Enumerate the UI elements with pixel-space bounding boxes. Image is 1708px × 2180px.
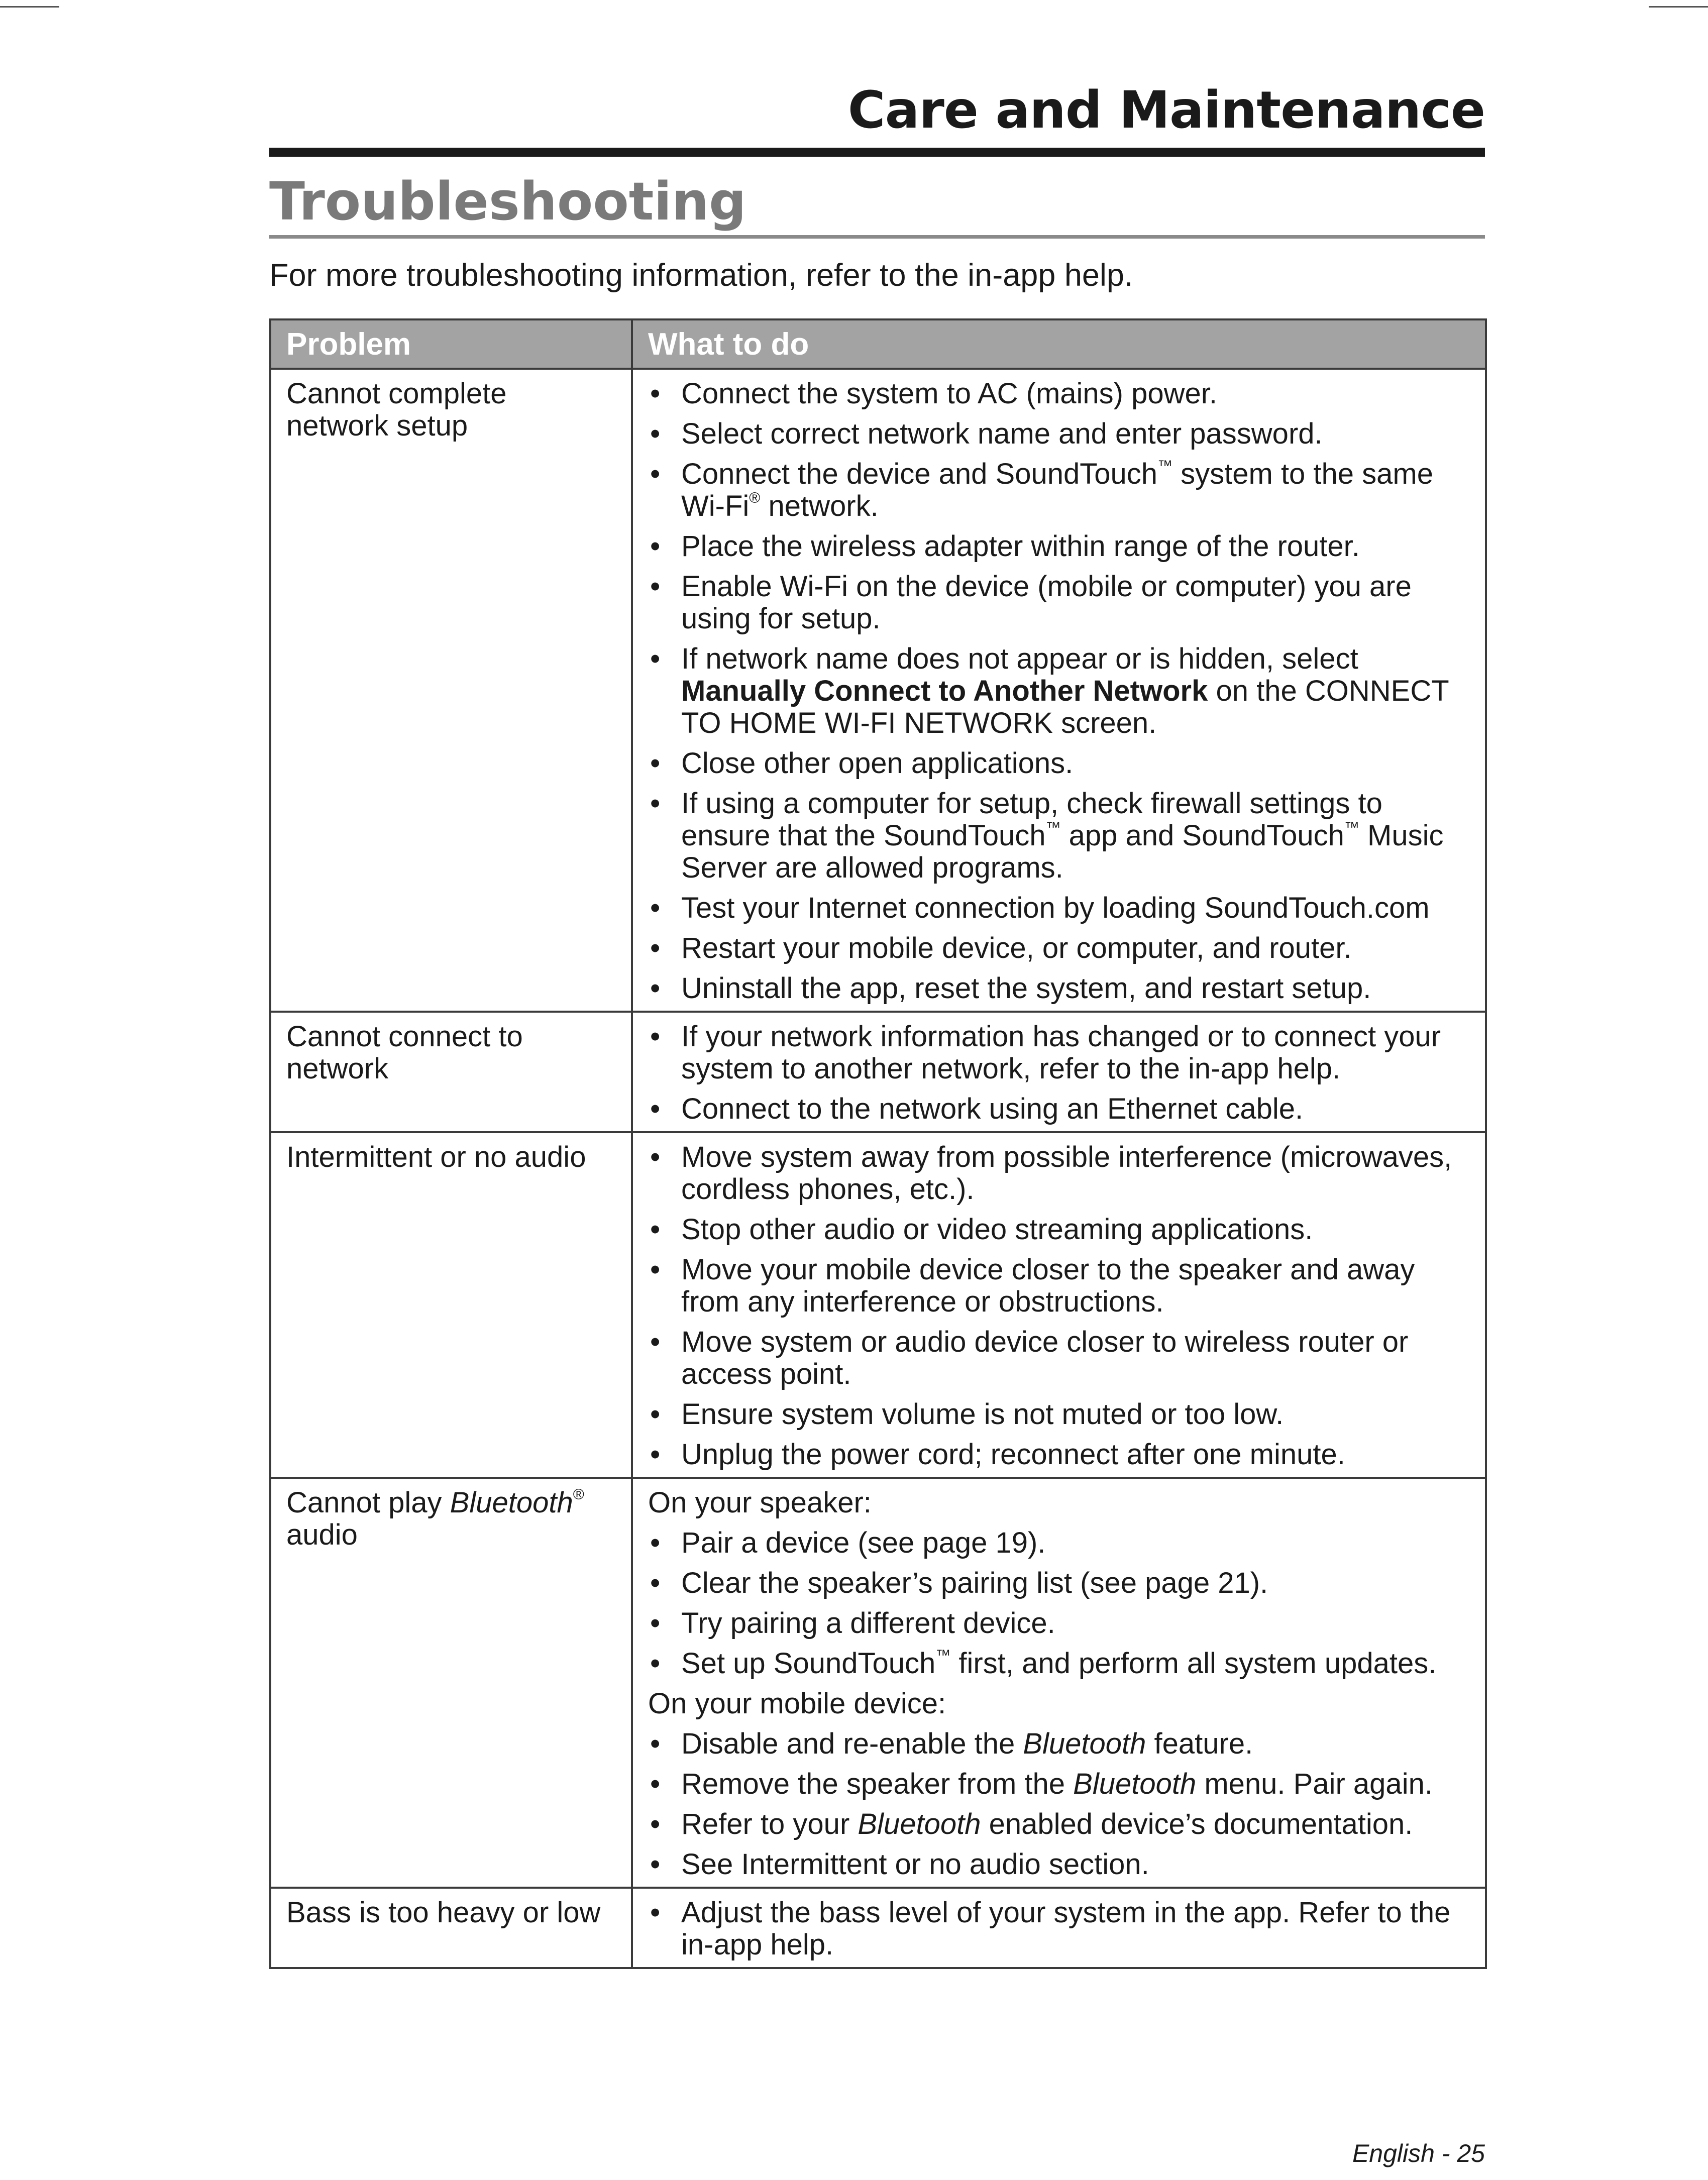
list-item: • Disable and re-enable the Bluetooth feature. — [648, 1728, 1470, 1760]
section-rule — [269, 235, 1485, 239]
list-item: • Try pairing a different device. — [648, 1607, 1470, 1640]
list-item: • Move system or audio device closer to wireless router or access point. — [648, 1326, 1470, 1390]
list-item: • Adjust the bass level of your system in the app. Refer to the in-app help. — [648, 1897, 1470, 1961]
speaker-subheading: On your speaker: — [648, 1486, 872, 1519]
list-item: • Close other open applications. — [648, 747, 1470, 780]
list-item: • Restart your mobile device, or computer, and router. — [648, 932, 1470, 964]
page-number: English - 25 — [1352, 2139, 1485, 2167]
list-item: • If your network information has changed or to connect your system to another network, refer to the in-app help. — [648, 1021, 1470, 1085]
action-list — [648, 1021, 1470, 1125]
list-item: • Clear the speaker’s pairing list (see page 21). — [648, 1567, 1470, 1599]
problem-cell: Cannot connect to network — [270, 1012, 632, 1132]
list-item: • Test your Internet connection by loading SoundTouch.com — [648, 892, 1470, 924]
list-item: • Connect the device and SoundTouch™ system to the same Wi-Fi® network. — [648, 458, 1470, 522]
action-cell — [632, 1478, 1486, 1888]
list-item: • Unplug the power cord; reconnect after one minute. — [648, 1439, 1470, 1471]
list-item: • Place the wireless adapter within range of the router. — [648, 530, 1470, 563]
table-row — [270, 1132, 1486, 1478]
action-cell — [632, 1888, 1486, 1968]
table-header-row — [270, 319, 1486, 369]
chapter-rule — [269, 148, 1485, 157]
action-list — [648, 1141, 1470, 1471]
list-item: • Remove the speaker from the Bluetooth menu. Pair again. — [648, 1768, 1470, 1800]
list-item: • Stop other audio or video streaming applications. — [648, 1214, 1470, 1246]
list-item: • Move your mobile device closer to the speaker and away from any interference or obstructions. — [648, 1254, 1470, 1318]
table-row — [270, 1012, 1486, 1132]
list-item: • If using a computer for setup, check firewall settings to ensure that the SoundTouch™ app and SoundTouch™ Music Server are allowed programs. — [648, 788, 1470, 884]
header-problem: Problem — [270, 319, 632, 369]
list-item: • Uninstall the app, reset the system, and restart setup. — [648, 972, 1470, 1005]
intro-text: For more troubleshooting information, refer to the in-app help. — [269, 258, 1133, 293]
problem-cell: Cannot play Bluetooth® audio — [270, 1478, 632, 1888]
crop-mark-left — [0, 6, 59, 8]
header-action: What to do — [632, 319, 1486, 369]
chapter-title: Care and Maintenance — [847, 80, 1485, 140]
table-row — [270, 369, 1486, 1012]
action-cell — [632, 1132, 1486, 1478]
problem-cell: Cannot complete network setup — [270, 369, 632, 1012]
list-item: • Pair a device (see page 19). — [648, 1527, 1470, 1559]
action-list — [648, 1897, 1470, 1961]
list-item: • If network name does not appear or is hidden, select Manually Connect to Another Network on the CONNECT TO HOME WI-FI NETWORK screen. — [648, 643, 1470, 739]
list-item: • See Intermittent or no audio section. — [648, 1848, 1470, 1881]
mobile-subheading: On your mobile device: — [648, 1687, 946, 1720]
troubleshooting-table — [269, 318, 1487, 1969]
problem-cell: Bass is too heavy or low — [270, 1888, 632, 1968]
action-cell — [632, 369, 1486, 1012]
list-item: • Connect to the network using an Ethernet cable. — [648, 1093, 1470, 1125]
action-list — [648, 378, 1470, 1005]
mobile-action-list — [648, 1728, 1470, 1881]
list-item: • Enable Wi-Fi on the device (mobile or computer) you are using for setup. — [648, 571, 1470, 635]
table-row — [270, 1478, 1486, 1888]
table-row — [270, 1888, 1486, 1968]
crop-mark-right — [1649, 6, 1708, 8]
section-title: Troubleshooting — [269, 171, 746, 232]
action-cell — [632, 1012, 1486, 1132]
list-item: • Move system away from possible interference (microwaves, cordless phones, etc.). — [648, 1141, 1470, 1206]
list-item: • Refer to your Bluetooth enabled device’s documentation. — [648, 1808, 1470, 1840]
list-item: • Set up SoundTouch™ first, and perform all system updates. — [648, 1648, 1470, 1680]
bold-option-label: Manually Connect to Another Network — [681, 675, 1208, 707]
list-item: • Ensure system volume is not muted or too low. — [648, 1398, 1470, 1431]
list-item: • Connect the system to AC (mains) power. — [648, 378, 1470, 410]
speaker-action-list — [648, 1527, 1470, 1680]
problem-cell: Intermittent or no audio — [270, 1132, 632, 1478]
list-item: • Select correct network name and enter password. — [648, 418, 1470, 450]
